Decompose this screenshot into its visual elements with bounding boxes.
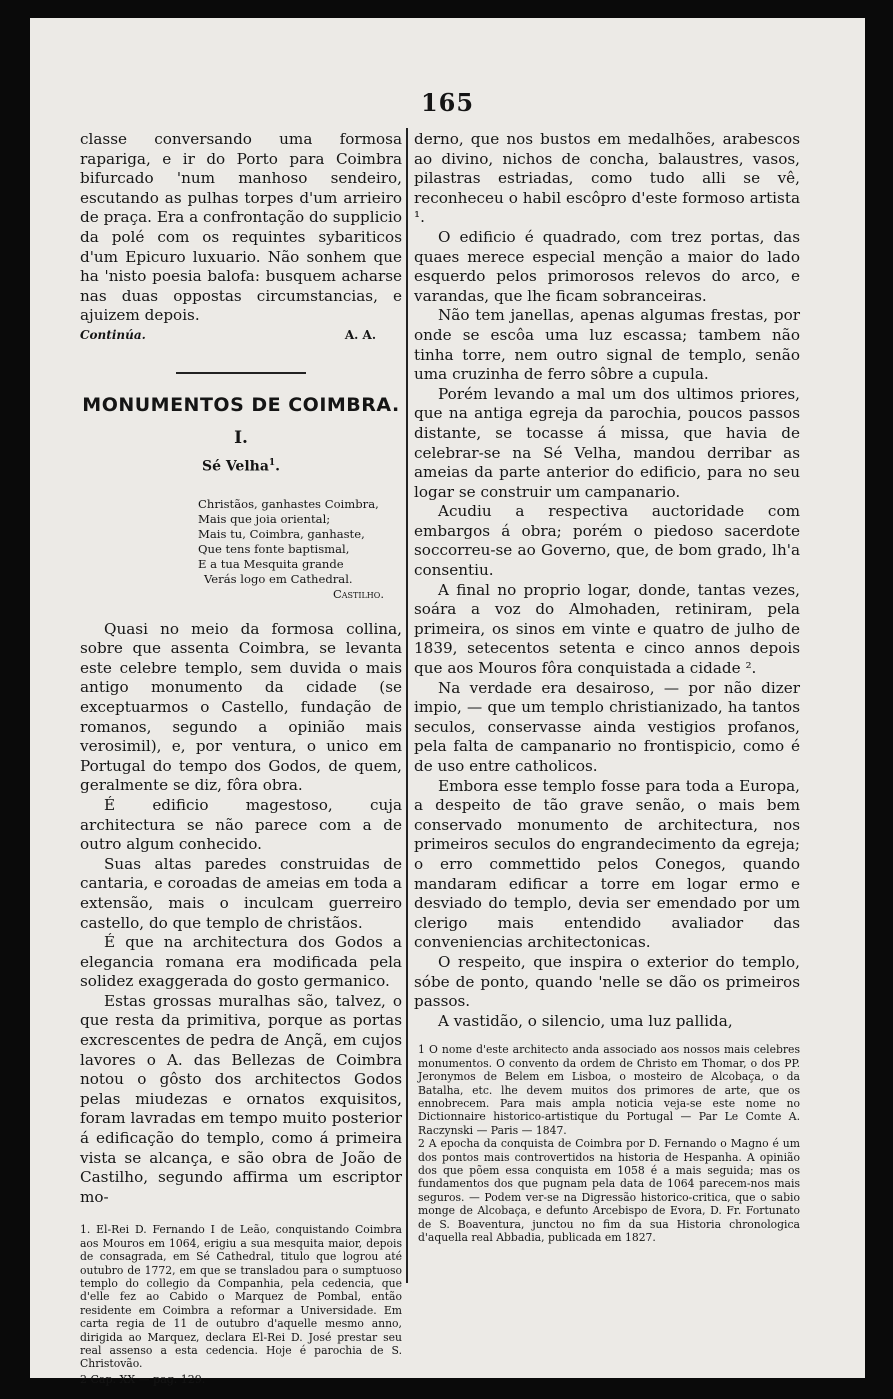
body-paragraph: O respeito, que inspira o exterior do templo, sóbe de ponto, quando 'nelle se dão os primeiros passos.: [414, 952, 800, 1011]
body-paragraph: Suas altas paredes construidas de cantaria, e coroadas de ameias em toda a extensão, mais o inculcam guerreiro castello, do que templo de christãos.: [80, 854, 402, 932]
footnote: 1. El-Rei D. Fernando I de Leão, conquistando Coimbra aos Mouros em 1064, erigiu a sua mesquita maior, depois de consagrada, em Sé Cathedral, titulo que logrou até outubro de 1772, em que se transladou para o sumptuoso templo do collegio da Companhia, pela cedencia, que d'elle fez ao Cabido o Marquez de Pombal, então residente em Coimbra a reformar a Universidade. Em carta regia de 11 de outubro d'aquelle mesmo anno, dirigida ao Marquez, declara El-Rei D. José prestar seu real assenso a esta cedencia. Hoje é parochia de S. Christovão.: [80, 1223, 402, 1371]
left-column: [80, 130, 402, 1386]
right-column: [414, 130, 800, 1244]
signature-row: [80, 328, 402, 342]
section-number: I.: [234, 427, 248, 448]
column-rule: [406, 128, 408, 1283]
page: [30, 18, 865, 1386]
body-paragraph: A vastidão, o silencio, uma luz pallida,: [438, 1011, 733, 1030]
subheading: Sé Velha$^1$.: [201, 457, 281, 475]
body-paragraph: Não tem janellas, apenas algumas frestas, por onde se escôa uma luz escassa; tambem não tinha torre, nem outro signal de templo, senão uma cruzinha de ferro sôbre a cupula.: [414, 306, 800, 384]
body-paragraph: Quasi no meio da formosa collina, sobre que assenta Coimbra, se levanta este celebre templo, sem duvida o mais antigo monumento da cidade (se exceptuarmos o Castello, fundação de romanos, segundo a opinião mais verosimil), e, por ventura, o unico em Portugal do tempo dos Godos, de quem, geralmente se diz, fôra obra.: [80, 619, 402, 795]
footnote: 2 A epocha da conquista de Coimbra por D. Fernando o Magno é um dos pontos mais controvertidos na historia de Hespanha. A opinião dos que põem essa conquista em 1058 é a mais seguida; mas os fundamentos dos que pugnam pela data de 1064 parecem-nos mais seguros. — Podem ver-se na Digressão historico-critica, que o sabio monge de Alcobaça, e defunto Arcebispo de Evora, D. Fr. Fortunato de S. Boaventura, junctou no fim da sua Historia chronologica d'aquella real Abbadia, publicada em 1827.: [418, 1137, 800, 1244]
body-paragraph: Porém levando a mal um dos ultimos priores, que na antiga egreja da parochia, poucos passos distante, se tocasse á missa, que havia de celebrar-se na Sé Velha, mandou derribar as ameias da parte anterior do edificio, para no seu logar se construir um campanario.: [414, 384, 800, 501]
footnote: 1 O nome d'este architecto anda associado aos nossos mais celebres monumentos. O convento da ordem de Christo em Thomar, o dos PP. Jeronymos de Belem em Lisboa, o mosteiro de Alcobaça, o da Batalha, etc. lhe devem muitos dos primores de arte, que os ennobrecem. Para mais ampla noticia veja-se este nome no Dictionnaire historico-artistique du Portugal — Par Le Comte A. Raczynski — Paris — 1847.: [418, 1043, 800, 1137]
body-paragraph: É edificio magestoso, cuja architectura se não parece com a de outro algum conhecido.: [80, 795, 402, 854]
poem-line: Mais tu, Coimbra, ganhaste,: [198, 526, 365, 541]
poem-line: Que tens fonte baptismal,: [198, 541, 350, 556]
body-paragraph: Acudiu a respectiva auctoridade com embargos á obra; porém o piedoso sacerdote soccorreu-se ao Governo, que, de bom grado, lh'a consentiu.: [414, 502, 800, 580]
footnotes-right: [414, 1043, 800, 1244]
author-initials: A. A.: [344, 327, 376, 342]
body-paragraph: É que na architectura dos Godos a elegancia romana era modificada pela solidez exaggerada do gosto germanico.: [80, 933, 402, 991]
section-divider: [176, 372, 306, 374]
footnote: 2 Cap. XX — pag. 129.: [80, 1372, 206, 1386]
body-paragraph: O edificio é quadrado, com trez portas, das quaes merece especial menção a maior do lado esquerdo pelos primorosos relevos do arco, e varandas, que lhe ficam sobranceiras.: [414, 227, 800, 305]
continua-label: Continúa.: [80, 327, 146, 342]
body-paragraph: derno, que nos bustos em medalhões, arabescos ao divino, nichos de concha, balaustres, vasos, pilastras estriadas, como tudo alli se vê, reconheceu o habil escôpro d'este formoso artista ¹.: [414, 130, 800, 227]
poem-line: E a tua Mesquita grande: [198, 556, 344, 571]
body-paragraph: A final no proprio logar, donde, tantas vezes, soára a voz do Almohaden, retiniram, pela primeira, os sinos em vinte e quatro de julho de 1839, setecentos setenta e cinco annos depois que aos Mouros fôra conquistada a cidade ².: [414, 580, 800, 678]
page-number: 165: [420, 88, 475, 117]
body-paragraph: Embora esse templo fosse para toda a Europa, a despeito de tão grave senão, o mais bem conservado monumento de architectura, nos primeiros seculos do engrandecimento da egreja; o erro commettido pelos Conegos, quando mandaram edificar a torre em logar ermo e desviado do templo, devia ser emendado por um clerigo mais entendido avaliador das conveniencias architectonicas.: [414, 776, 800, 952]
poem-line: Christãos, ganhastes Coimbra,: [198, 496, 379, 511]
footnotes-left: [80, 1223, 402, 1386]
subheading-footnote-mark: 1: [268, 457, 276, 468]
poem-author: Castilho.: [332, 586, 384, 601]
body-paragraph: Na verdade era desairoso, — por não dizer impio, — que um templo christianizado, ha tantos seculos, conservasse ainda vestigios profanos, pela falta de campanario no frontispicio, como é de uso entre catholicos.: [414, 678, 800, 775]
section-title: MONUMENTOS DE COIMBRA.: [82, 393, 400, 416]
poem-line: Verás logo em Cathedral.: [204, 571, 353, 586]
subheading-text: Sé Velha: [201, 458, 269, 475]
poem-line: Mais que joia oriental;: [198, 511, 331, 526]
opening-paragraph: classe conversando uma formosa rapariga, e ir do Porto para Coimbra bifurcado 'num manhoso sendeiro, escutando as pulhas torpes d'um arrieiro de praça. Era a confrontação do supplicio da polé com os requintes sybariticos d'um Epicuro luxuario. Não sonhem que ha 'nisto poesia balofa: busquem acharse nas duas oppostas circumstancias, e ajuizem depois.: [80, 130, 402, 325]
epigraph-poem: [198, 497, 402, 602]
body-paragraph: Estas grossas muralhas são, talvez, o que resta da primitiva, porque as portas excrescentes de pedra de Ançã, em cujos lavores o A. das Bellezas de Coimbra notou o gôsto dos architectos Godos pelas miudezas e ornatos exquisitos, foram lavradas em tempo muito posterior á edificação do templo, como á primeira vista se alcança, e são obra de João de Castilho, segundo affirma um escriptor mo-: [80, 991, 402, 1206]
